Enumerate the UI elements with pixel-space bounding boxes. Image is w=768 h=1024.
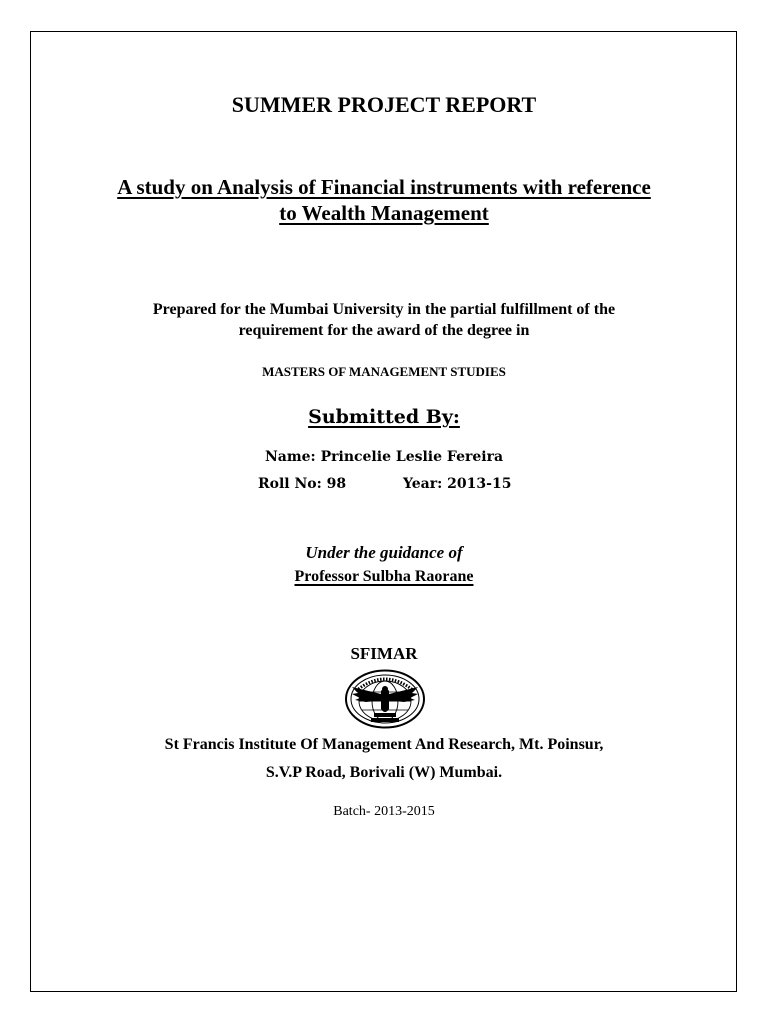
institute-address-line-2: S.V.P Road, Borivali (W) Mumbai. — [265, 764, 503, 781]
guide-name: Professor Sulbha Raorane — [294, 568, 474, 585]
sfimar-emblem-icon — [344, 669, 426, 729]
study-title-line-1 — [0, 175, 768, 200]
institute-short-name: SFIMAR — [350, 644, 418, 663]
submitted-by-text: Submitted By: — [308, 406, 460, 428]
prepared-for-line-2: requirement for the award of the degree in — [238, 322, 530, 339]
study-title-line-2 — [0, 201, 768, 226]
study-title-text-2: to Wealth Management — [279, 201, 489, 225]
roll-number: Roll No: 98 — [258, 476, 347, 492]
batch-years: Batch- 2013-2015 — [333, 804, 435, 819]
student-name: Name: Princelie Leslie Fereira — [264, 449, 504, 465]
degree-name: MASTERS OF MANAGEMENT STUDIES — [262, 364, 506, 379]
prepared-for-line-1: Prepared for the Mumbai University in the partial fulfillment of the — [152, 301, 616, 318]
study-title-text-1: A study on Analysis of Financial instruments with reference — [117, 175, 651, 199]
institute-address-line-1: St Francis Institute Of Management And Research, Mt. Poinsur, — [164, 736, 604, 753]
guide-name-line — [0, 568, 768, 586]
submitted-by-heading — [0, 406, 768, 428]
report-heading: SUMMER PROJECT REPORT — [231, 92, 537, 117]
guidance-label: Under the guidance of — [305, 543, 463, 562]
academic-year: Year: 2013-15 — [403, 476, 512, 492]
